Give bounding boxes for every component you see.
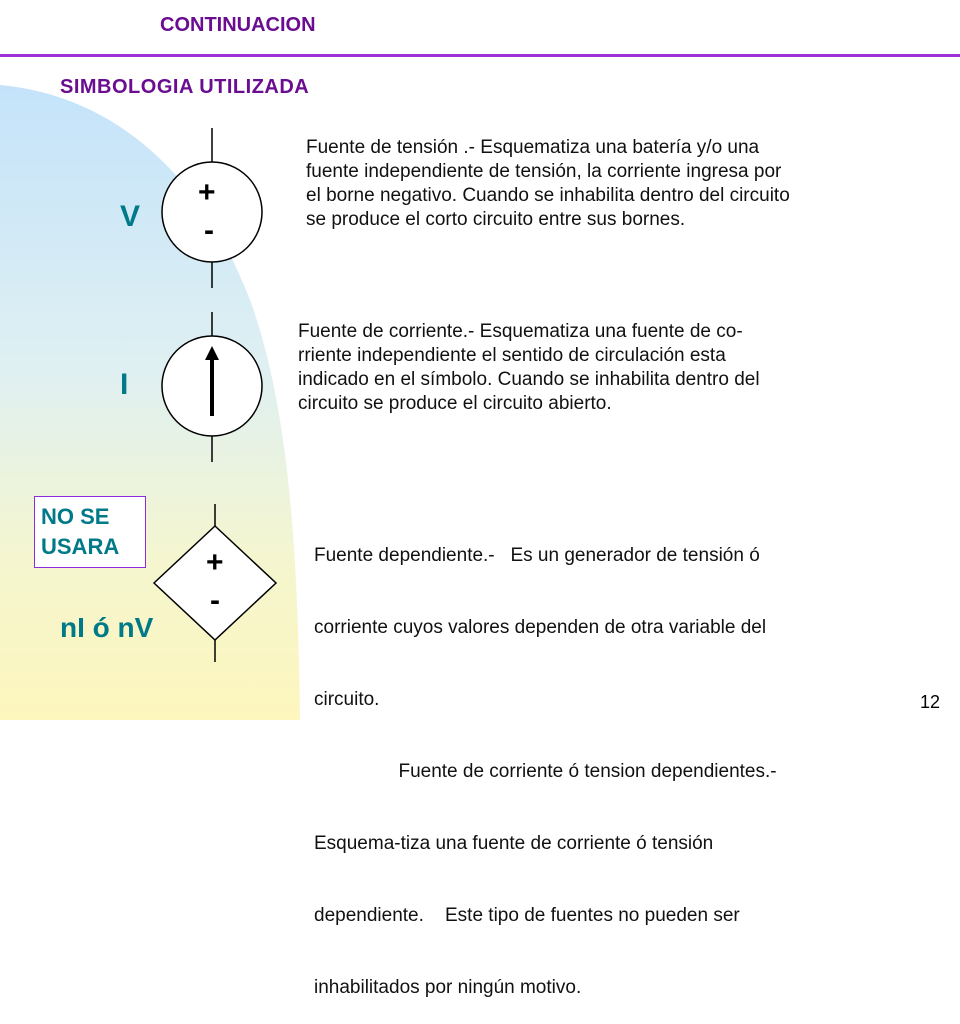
dependent-source-icon: [154, 504, 276, 662]
dependent-desc-line: circuito.: [314, 689, 380, 710]
voltage-desc-line: se produce el corto circuito entre sus bornes.: [306, 209, 686, 230]
page-number: 12: [920, 692, 941, 712]
current-description: [298, 320, 948, 416]
voltage-label: V: [120, 200, 141, 233]
dependent-desc-line: Fuente de corriente ó tension dependientes.-: [314, 761, 777, 782]
voltage-desc-line: Fuente de tensión .- Esquematiza una batería y/o una: [306, 137, 760, 158]
current-desc-line: Fuente de corriente.- Esquematiza una fuente de co-: [298, 321, 743, 342]
dependent-label: nI ó nV: [60, 612, 154, 643]
current-desc-line: rriente independiente el sentido de circulación esta: [298, 345, 726, 366]
section-subtitle: SIMBOLOGIA UTILIZADA: [60, 76, 310, 98]
note-line: NO SE: [41, 504, 110, 529]
voltage-plus: +: [198, 176, 216, 209]
current-label: I: [120, 368, 129, 401]
current-desc-line: circuito se produce el circuito abierto.: [298, 393, 612, 414]
dependent-desc-line: inhabilitados por ningún motivo.: [314, 977, 582, 998]
voltage-desc-line: el borne negativo. Cuando se inhabilita dentro del circuito: [306, 185, 790, 206]
dependent-desc-line: dependiente. Este tipo de fuentes no pueden ser: [314, 905, 740, 926]
dependent-description: [314, 496, 944, 1024]
voltage-minus: -: [204, 214, 214, 247]
dependent-desc-line: Esquema-tiza una fuente de corriente ó tensión: [314, 833, 714, 854]
dependent-desc-line: Fuente dependiente.- Es un generador de tensión ó: [314, 545, 760, 566]
current-desc-line: indicado en el símbolo. Cuando se inhabilita dentro del: [298, 369, 760, 390]
not-used-note: [34, 496, 146, 568]
page-title: CONTINUACION: [160, 14, 316, 36]
dependent-desc-line: corriente cuyos valores dependen de otra variable del: [314, 617, 767, 638]
current-source-icon: [162, 312, 262, 462]
dependent-plus: +: [206, 546, 224, 579]
dependent-minus: -: [210, 584, 220, 617]
note-line: USARA: [41, 534, 120, 559]
voltage-desc-line: fuente independiente de tensión, la corriente ingresa por: [306, 161, 782, 182]
voltage-description: [306, 136, 946, 232]
